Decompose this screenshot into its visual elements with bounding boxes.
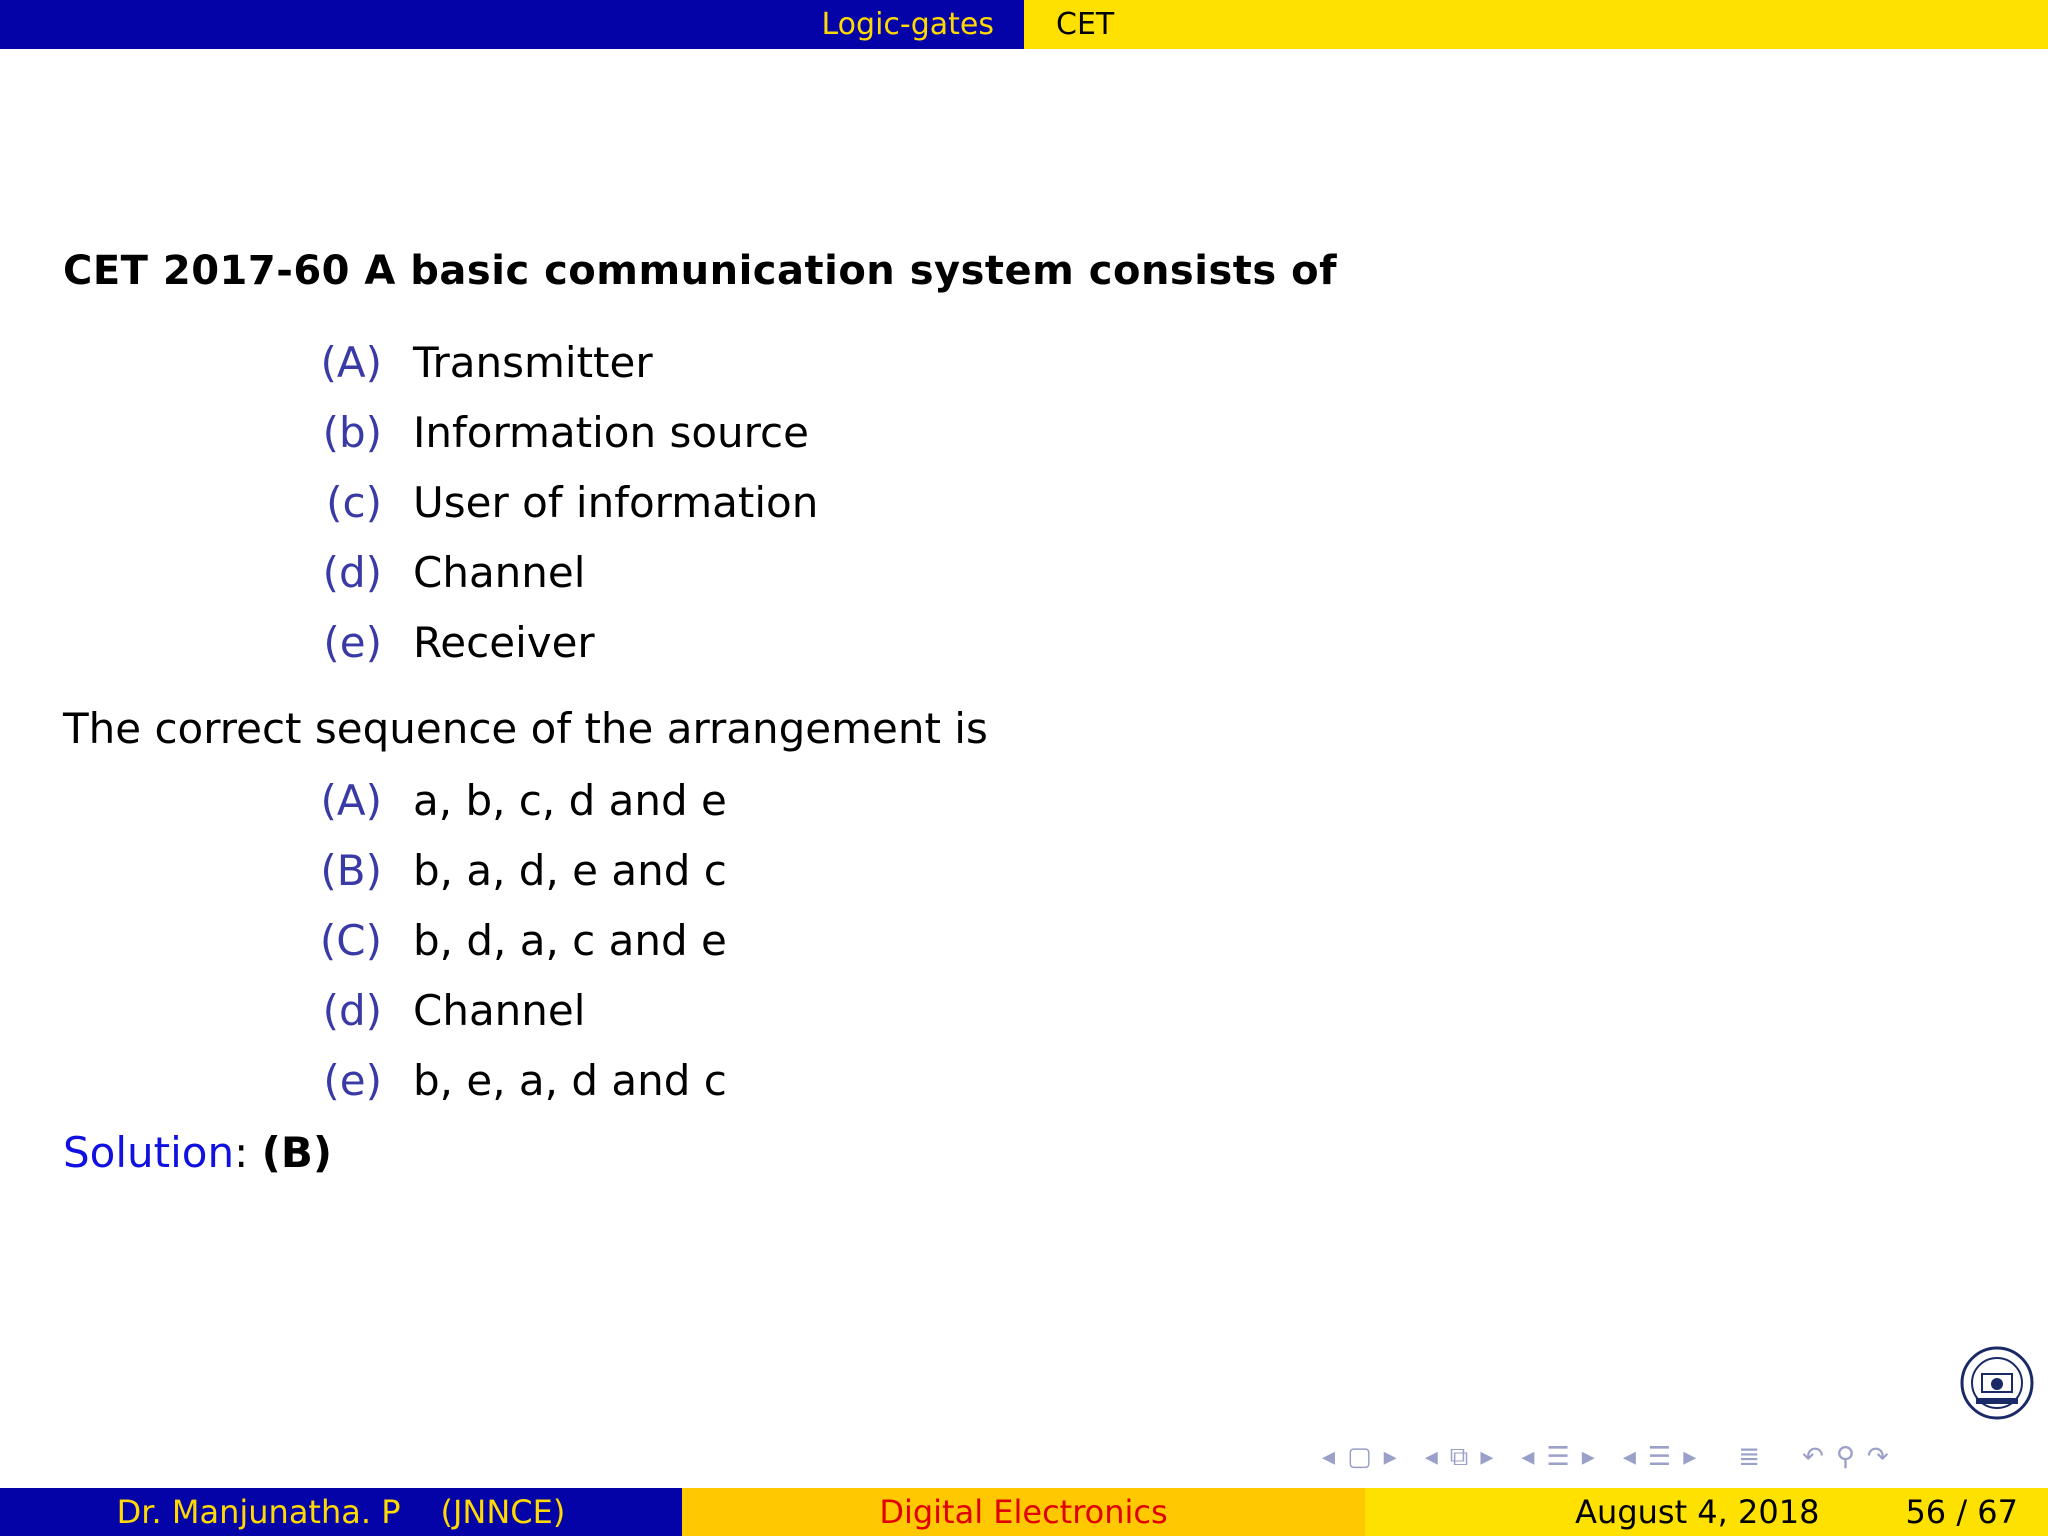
option-marker: (A): [320, 776, 382, 825]
sequence-prompt: The correct sequence of the arrangement is: [63, 704, 988, 753]
section-icon[interactable]: ☰: [1647, 1442, 1672, 1472]
subsection-next-icon[interactable]: ▸: [1581, 1442, 1595, 1472]
question-title: CET 2017-60 A basic communication system consists of: [63, 248, 1337, 294]
subsection-prev-icon[interactable]: ◂: [1521, 1442, 1535, 1472]
footer-course-cell: [682, 1488, 1365, 1536]
list-text: Channel: [413, 548, 586, 597]
list-marker: (e): [323, 618, 382, 667]
footer-bar: [0, 1488, 2048, 1536]
frame-prev-icon[interactable]: ◂: [1424, 1442, 1438, 1472]
list-text: Information source: [413, 408, 809, 457]
solution-line: [63, 1128, 332, 1177]
frames-icon[interactable]: ⧉: [1449, 1441, 1469, 1472]
footer-date: August 4, 2018: [1575, 1493, 1820, 1531]
redo-icon[interactable]: ↷: [1866, 1442, 1889, 1472]
solution-colon: :: [234, 1128, 249, 1177]
option-marker: (e): [323, 1056, 382, 1105]
header-subsection-title[interactable]: CET: [1056, 7, 1115, 42]
list-text: Transmitter: [413, 338, 653, 387]
list-marker: (d): [322, 548, 382, 597]
option-text: b, a, d, e and c: [413, 846, 727, 895]
list-marker: (c): [326, 478, 382, 527]
solution-answer: (B): [261, 1128, 333, 1177]
undo-icon[interactable]: ↶: [1802, 1442, 1824, 1472]
footer-course: Digital Electronics: [879, 1493, 1168, 1531]
college-seal-logo: [1960, 1346, 2034, 1420]
header-subsection-cell: [1024, 0, 2048, 49]
slide-prev-icon[interactable]: ◂: [1322, 1442, 1336, 1472]
section-next-icon[interactable]: ▸: [1683, 1442, 1697, 1472]
footer-author: Dr. Manjunatha. P: [116, 1493, 401, 1531]
outline-icon[interactable]: ≣: [1738, 1442, 1761, 1472]
footer-institute: (JNNCE): [440, 1493, 566, 1531]
frame-icon[interactable]: ▢: [1347, 1442, 1372, 1472]
option-text: a, b, c, d and e: [413, 776, 727, 825]
frame-next-icon[interactable]: ▸: [1480, 1442, 1494, 1472]
beamer-nav-bar: [1316, 1440, 1895, 1474]
option-text: b, e, a, d and c: [413, 1056, 727, 1105]
option-text: b, d, a, c and e: [413, 916, 727, 965]
subsection-icon[interactable]: ☰: [1546, 1442, 1570, 1472]
search-icon[interactable]: ⚲: [1835, 1442, 1855, 1472]
option-text: Channel: [413, 986, 586, 1035]
solution-label: Solution: [63, 1128, 235, 1177]
header-section-title[interactable]: Logic-gates: [821, 7, 994, 42]
footer-date-cell: [1365, 1488, 2048, 1536]
footer-author-cell: [0, 1488, 682, 1536]
section-prev-icon[interactable]: ◂: [1622, 1442, 1636, 1472]
list-text: User of information: [413, 478, 819, 527]
slide-next-icon[interactable]: ▸: [1383, 1442, 1397, 1472]
option-marker: (B): [320, 846, 382, 895]
list-text: Receiver: [413, 618, 595, 667]
option-marker: (C): [319, 916, 382, 965]
list-marker: (A): [320, 338, 382, 387]
list-marker: (b): [322, 408, 382, 457]
header-section-cell: [0, 0, 1024, 49]
top-header-bar: [0, 0, 2048, 49]
option-marker: (d): [322, 986, 382, 1035]
footer-page-number: 56 / 67: [1905, 1493, 2018, 1531]
